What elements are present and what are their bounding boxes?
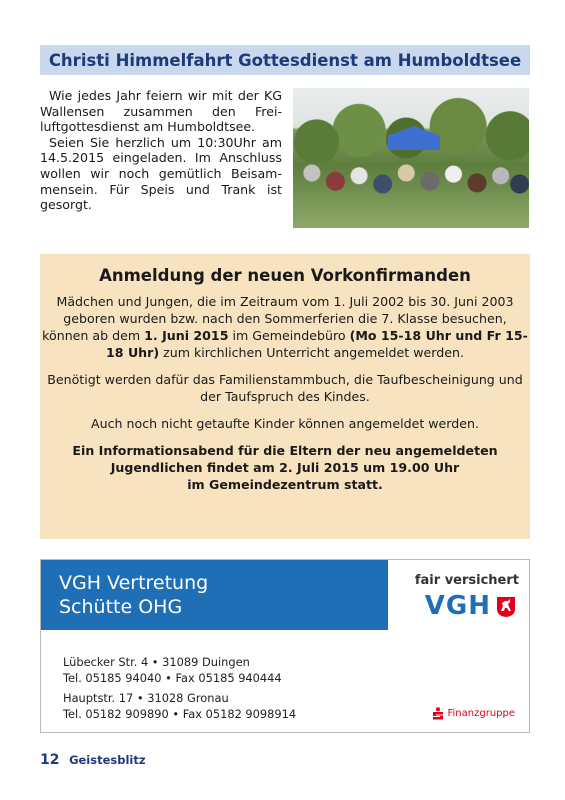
address-gronau-street: Hauptstr. 17 • 31028 Gronau	[63, 691, 229, 705]
info-line-2: Jugendlichen findet am 2. Juli 2015 um 19.00 Uhr	[110, 460, 460, 475]
registration-paragraph-2: Benötigt werden dafür das Familienstammbuch, die Taufbescheinigung und der Taufspruch des Kindes.	[47, 372, 523, 404]
photo-crowd	[293, 151, 529, 206]
outdoor-service-photo	[293, 88, 529, 228]
registration-box	[40, 254, 530, 539]
publication-name: Geistesblitz	[69, 753, 146, 767]
info-line-1: Ein Informationsabend für die Eltern der neu angemeldeten	[72, 443, 498, 458]
intro-paragraph-2: Seien Sie herzlich um 10:30Uhr am 14.5.2015 eingeladen. Im Anschluss wollen wir noch gemütlich Beisam-mensein. Für Speis und Trank ist gesorgt.	[40, 134, 282, 213]
finanzgruppe-logo	[432, 707, 516, 720]
finanzgruppe-label: Finanzgruppe	[447, 708, 515, 719]
info-line-3: im Gemeindezentrum statt.	[187, 477, 383, 492]
info-evening-notice	[40, 442, 530, 493]
registration-paragraph-3: Auch noch nicht getaufte Kinder können angemeldet werden.	[91, 416, 479, 431]
article-title-band	[40, 45, 530, 75]
agency-name-line-1: VGH Vertretung	[59, 572, 209, 594]
address-gronau-phone: Tel. 05182 909890 • Fax 05182 9098914	[63, 707, 297, 721]
intro-paragraph-1: Wie jedes Jahr feiern wir mit der KG Wallensen zusammen den Frei-luftgottesdienst am Humboldtsee.	[40, 88, 282, 135]
ad-header	[41, 560, 388, 630]
registration-text-c: zum kirchlichen Unterricht angemeldet werden.	[159, 345, 464, 360]
vgh-tagline: fair versichert	[414, 573, 519, 588]
registration-start-date: 1. Juni 2015	[144, 328, 229, 343]
registration-text-a: Mädchen und Jungen, die im Zeitraum vom 1. Juli 2002 bis 30. Juni 2003 geboren wurden bzw. nach den Sommerferien die 7. Klasse besuchen, können ab dem	[42, 294, 514, 343]
vgh-advertisement	[40, 559, 530, 733]
vgh-logo-area	[388, 560, 529, 630]
horse-icon	[496, 596, 516, 618]
office-hours: (Mo 15-18 Uhr und Fr 15-18 Uhr)	[106, 328, 528, 360]
intro-text	[40, 88, 282, 213]
page-footer	[40, 749, 146, 768]
page-number: 12	[40, 752, 60, 768]
article-title: Christi Himmelfahrt Gottesdienst am Humboldtsee	[48, 50, 522, 70]
agency-name-line-2: Schütte OHG	[59, 596, 183, 618]
sparkasse-s-icon	[432, 707, 444, 720]
registration-title: Anmeldung der neuen Vorkonfirmanden	[99, 266, 471, 285]
registration-paragraph-1	[40, 293, 530, 361]
registration-text-b: im Gemeindebüro	[228, 328, 350, 343]
address-duingen-street: Lübecker Str. 4 • 31089 Duingen	[63, 655, 250, 669]
vgh-logo: VGH	[424, 591, 491, 621]
address-duingen-phone: Tel. 05185 94040 • Fax 05185 940444	[63, 671, 282, 685]
